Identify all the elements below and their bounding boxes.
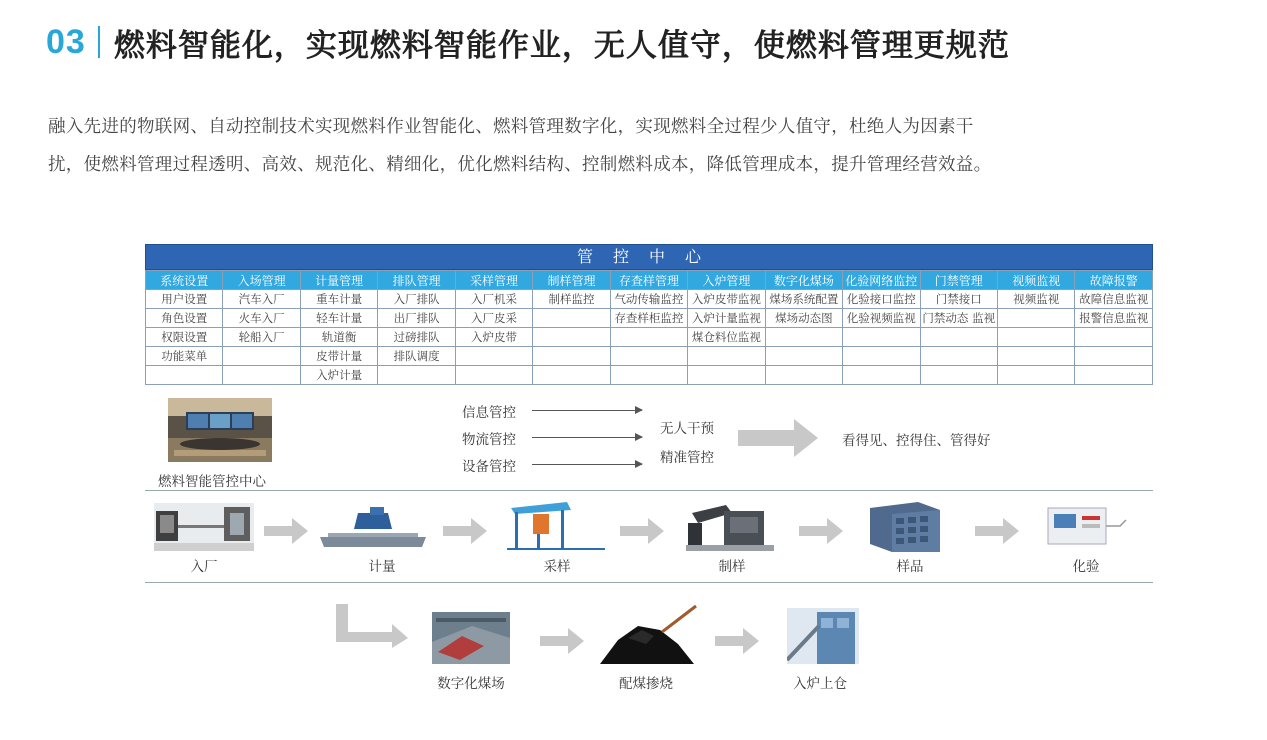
grid-cell [688, 347, 765, 366]
input-logistics-control: 物流管控 [462, 432, 516, 448]
process-entry: 入厂 [190, 559, 218, 575]
grid-cell [920, 347, 997, 366]
grid-cell [1075, 347, 1153, 366]
grid-cell: 过磅排队 [378, 328, 455, 347]
section-header [46, 20, 1010, 64]
grid-cell: 汽车入厂 [223, 290, 300, 309]
divider-top [145, 490, 1153, 491]
control-room-image [168, 398, 272, 462]
flow-arrow-icon [540, 628, 584, 654]
process-sample-prep: 制样 [718, 559, 746, 575]
process-weighing: 计量 [368, 559, 396, 575]
grid-cell: 入炉计量 [300, 366, 377, 385]
arrow-right-icon [532, 437, 642, 438]
flow-arrow-icon [799, 518, 843, 544]
process-coal-blending: 配煤掺烧 [619, 676, 673, 692]
process-sampling: 采样 [543, 559, 571, 575]
grid-header-cell: 视频监视 [997, 271, 1074, 290]
flow-arrow-icon [264, 518, 308, 544]
grid-cell [688, 366, 765, 385]
grid-cell [920, 328, 997, 347]
flow-arrow-icon [620, 518, 664, 544]
grid-row [146, 328, 1153, 347]
grid-cell: 视频监视 [997, 290, 1074, 309]
furnace-bunker-image [787, 608, 859, 664]
grid-cell [610, 328, 687, 347]
grid-cell: 门禁接口 [920, 290, 997, 309]
sample-cabinet-image [870, 500, 940, 552]
factory-gate-image [154, 503, 254, 551]
grid-header-cell: 化验网络监控 [843, 271, 920, 290]
grid-cell: 轨道衡 [300, 328, 377, 347]
grid-cell [765, 366, 842, 385]
grid-header-cell: 计量管理 [300, 271, 377, 290]
process-lab-test: 化验 [1072, 559, 1100, 575]
module-grid [145, 270, 1153, 385]
grid-cell: 煤仓料位监视 [688, 328, 765, 347]
section-title: 燃料智能化，实现燃料智能作业，无人值守，使燃料管理更规范 [113, 27, 1010, 64]
result-text: 看得见、控得住、管得好 [842, 433, 991, 449]
grid-cell: 入厂机采 [455, 290, 532, 309]
grid-cell [146, 366, 223, 385]
grid-cell [843, 347, 920, 366]
grid-cell: 入炉皮带监视 [688, 290, 765, 309]
input-equipment-control: 设备管控 [462, 459, 516, 475]
grid-cell: 轻车计量 [300, 309, 377, 328]
grid-cell [997, 309, 1074, 328]
grid-cell: 化验视频监视 [843, 309, 920, 328]
grid-cell: 入炉计量监视 [688, 309, 765, 328]
grid-cell: 煤场系统配置 [765, 290, 842, 309]
grid-cell [610, 347, 687, 366]
grid-cell: 入炉皮带 [455, 328, 532, 347]
grid-cell [455, 347, 532, 366]
grid-header-cell: 排队管理 [378, 271, 455, 290]
grid-header-cell: 采样管理 [455, 271, 532, 290]
grid-cell [1075, 366, 1153, 385]
grid-cell: 皮带计量 [300, 347, 377, 366]
grid-cell [378, 366, 455, 385]
process-digital-coal-yard: 数字化煤场 [437, 676, 505, 692]
intro-line-1: 融入先进的物联网、自动控制技术实现燃料作业智能化、燃料管理数字化，实现燃料全过程少人值守，杜绝人为因素干 [48, 117, 974, 137]
grid-cell: 报警信息监视 [1075, 309, 1153, 328]
process-sample: 样品 [896, 559, 924, 575]
grid-row [146, 309, 1153, 328]
grid-header-row [146, 271, 1153, 290]
grid-cell: 权限设置 [146, 328, 223, 347]
grid-cell: 用户设置 [146, 290, 223, 309]
weighbridge-image [318, 503, 428, 551]
grid-cell: 煤场动态图 [765, 309, 842, 328]
grid-cell [223, 366, 300, 385]
grid-cell: 轮船入厂 [223, 328, 300, 347]
grid-row [146, 347, 1153, 366]
grid-cell: 门禁动态 监视 [920, 309, 997, 328]
grid-cell [533, 328, 610, 347]
grid-cell [455, 366, 532, 385]
grid-cell [223, 347, 300, 366]
grid-header-cell: 入炉管理 [688, 271, 765, 290]
grid-cell [843, 366, 920, 385]
grid-cell: 入厂排队 [378, 290, 455, 309]
intro-paragraph [48, 108, 1248, 184]
lab-analyzer-image [1046, 504, 1128, 548]
grid-cell [920, 366, 997, 385]
grid-cell: 排队调度 [378, 347, 455, 366]
flow-arrow-icon [715, 628, 759, 654]
flow-arrow-icon [443, 518, 487, 544]
grid-cell: 化验接口监控 [843, 290, 920, 309]
grid-header-cell: 系统设置 [146, 271, 223, 290]
output-no-intervention: 无人干预 [660, 421, 714, 437]
grid-cell: 功能菜单 [146, 347, 223, 366]
control-center-label: 燃料智能管控中心 [158, 474, 266, 490]
grid-header-cell: 数字化煤场 [765, 271, 842, 290]
arrow-right-icon [532, 464, 642, 465]
grid-cell: 气动传输监控 [610, 290, 687, 309]
turn-arrow-icon [336, 604, 408, 648]
grid-header-cell: 故障报警 [1075, 271, 1153, 290]
intro-line-2: 扰，使燃料管理过程透明、高效、规范化、精细化，优化燃料结构、控制燃料成本，降低管理成本，提升管理经营效益。 [48, 155, 992, 175]
grid-cell [997, 366, 1074, 385]
grid-header-cell: 制样管理 [533, 271, 610, 290]
grid-row [146, 290, 1153, 309]
digital-coal-yard-image [432, 612, 510, 664]
grid-header-cell: 存查样管理 [610, 271, 687, 290]
big-arrow-icon [738, 419, 818, 457]
grid-cell [533, 309, 610, 328]
divider-bottom [145, 582, 1153, 583]
grid-cell [610, 366, 687, 385]
input-info-control: 信息管控 [462, 405, 516, 421]
grid-cell: 故障信息监视 [1075, 290, 1153, 309]
grid-cell [1075, 328, 1153, 347]
grid-cell: 角色设置 [146, 309, 223, 328]
grid-header-cell: 入场管理 [223, 271, 300, 290]
header-divider [98, 26, 100, 58]
flow-arrow-icon [975, 518, 1019, 544]
grid-cell [765, 328, 842, 347]
table-title: 管控中心 [145, 244, 1153, 270]
coal-blending-image [598, 604, 702, 666]
grid-cell [533, 347, 610, 366]
grid-cell [765, 347, 842, 366]
output-precise-control: 精准管控 [660, 450, 714, 466]
grid-cell: 出厂排队 [378, 309, 455, 328]
grid-cell: 火车入厂 [223, 309, 300, 328]
grid-cell: 存查样柜监控 [610, 309, 687, 328]
grid-cell [843, 328, 920, 347]
grid-cell [997, 347, 1074, 366]
section-number: 03 [46, 22, 86, 61]
grid-cell [997, 328, 1074, 347]
control-center-table [145, 244, 1153, 385]
arrow-right-icon [532, 410, 642, 411]
sampling-machine-image [507, 500, 605, 552]
process-furnace-bunker: 入炉上仓 [793, 676, 847, 692]
grid-cell: 重车计量 [300, 290, 377, 309]
sample-prep-image [686, 503, 774, 553]
grid-cell [533, 366, 610, 385]
grid-cell: 制样监控 [533, 290, 610, 309]
grid-row [146, 366, 1153, 385]
grid-header-cell: 门禁管理 [920, 271, 997, 290]
grid-cell: 入厂皮采 [455, 309, 532, 328]
